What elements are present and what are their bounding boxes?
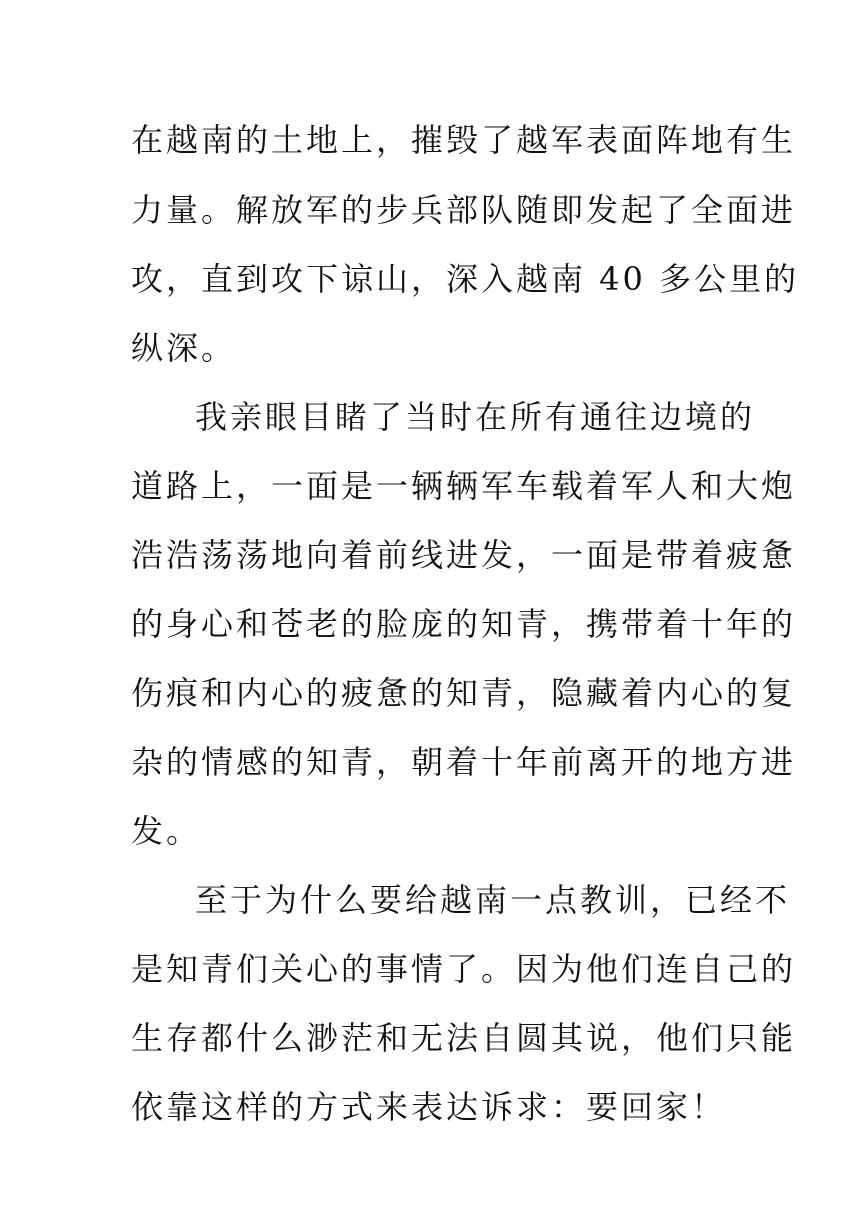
text-line: 是知青们关心的事情了。因为他们连自己的 [131, 950, 797, 988]
text-line: 杂的情感的知青，朝着十年前离开的地方进 [131, 743, 797, 781]
text-line: 浩浩荡荡地向着前线进发，一面是带着疲惫 [131, 536, 797, 574]
text-line: 生存都什么渺茫和无法自圆其说，他们只能 [131, 1019, 797, 1057]
text-line: 在越南的土地上，摧毁了越军表面阵地有生 [131, 121, 797, 159]
text-line: 依靠这样的方式来表达诉求：要回家！ [131, 1088, 727, 1126]
text-line: 伤痕和内心的疲惫的知青，隐藏着内心的复 [131, 674, 797, 712]
text-line: 攻，直到攻下谅山，深入越南 40 多公里的 [131, 260, 800, 298]
text-line: 我亲眼目睹了当时在所有通往边境的 [195, 398, 756, 436]
text-line: 发。 [131, 812, 202, 850]
text-line: 道路上，一面是一辆辆军车载着军人和大炮 [131, 467, 797, 505]
text-line: 力量。解放军的步兵部队随即发起了全面进 [131, 191, 797, 229]
text-line: 的身心和苍老的脸庞的知青，携带着十年的 [131, 605, 797, 643]
text-line: 至于为什么要给越南一点教训，已经不 [195, 881, 791, 919]
text-line: 纵深。 [131, 329, 237, 367]
